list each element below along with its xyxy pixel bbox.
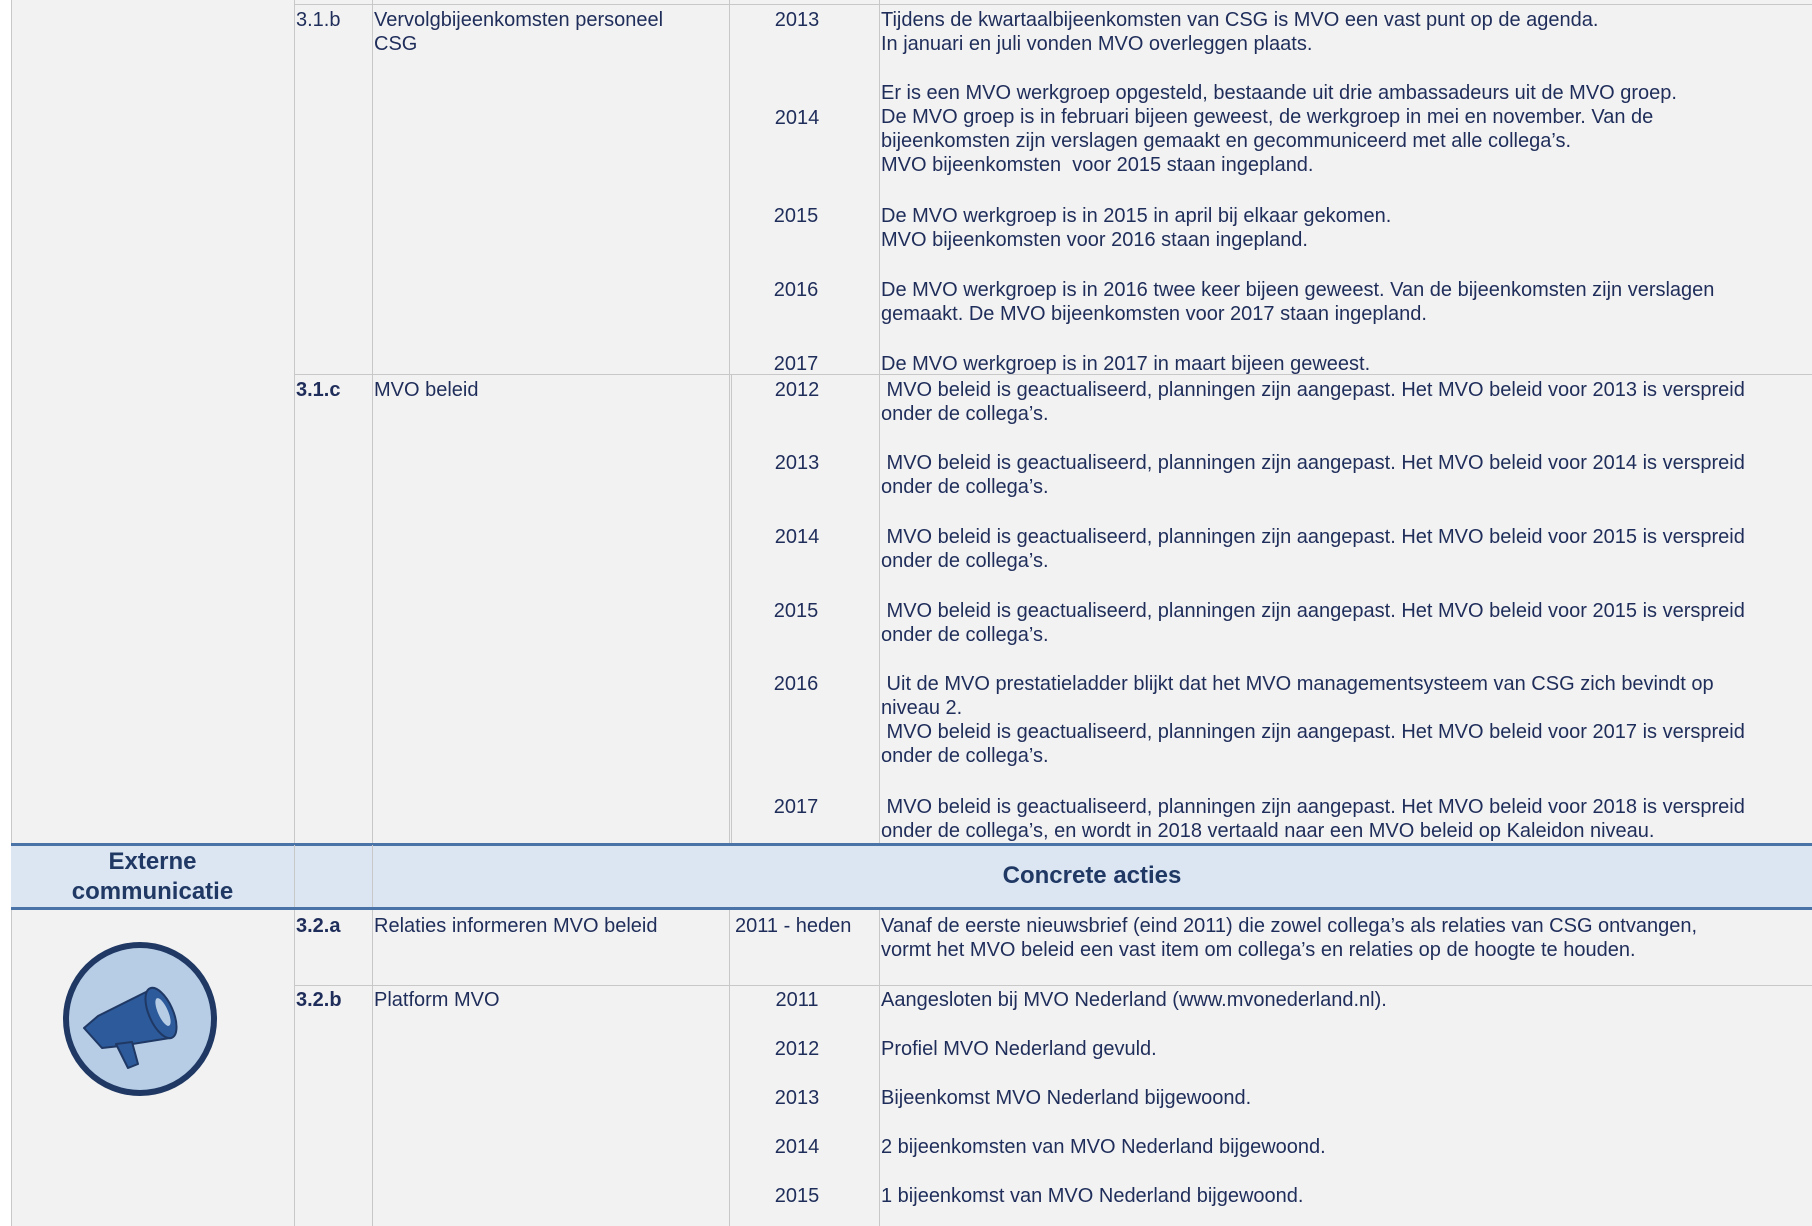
band-top-line — [11, 843, 1812, 846]
entry-text: MVO beleid is geactualiseerd, planningen zijn aangepast. Het MVO beleid voor 2018 is verspreid onder de collega’s, en wordt in 2018 vertaald naar een MVO beleid op Kaleidon niveau. — [881, 796, 1745, 842]
entry-text: Er is een MVO werkgroep opgesteld, bestaande uit drie ambassadeurs uit de MVO groep. De MVO groep is in februari bijeen geweest, de werkgroep in mei en november. Van de bijeenkomsten zijn verslagen gemaakt en gecommuniceerd met alle collega’s. MVO bijeenkomsten voor 2015 staan ingepland. — [881, 82, 1677, 176]
row-code: 3.1.b — [296, 9, 341, 31]
row-code: 3.1.c — [296, 379, 341, 401]
entry-text: Uit de MVO prestatieladder blijkt dat het MVO managementsysteem van CSG zich bevindt op niveau 2. MVO beleid is geactualiseerd, planningen zijn aangepast. Het MVO beleid voor 2017 is verspreid onder de collega’s. — [881, 673, 1745, 767]
entry-text: De MVO werkgroep is in 2017 in maart bijeen geweest. — [881, 353, 1371, 375]
megaphone-icon — [62, 940, 218, 1098]
entry-text: MVO beleid is geactualiseerd, planningen zijn aangepast. Het MVO beleid voor 2014 is verspreid onder de collega’s. — [881, 452, 1745, 498]
grid-line — [879, 910, 880, 1226]
entry-year: 2011 — [775, 989, 819, 1011]
entry-year: 2016 — [773, 673, 819, 695]
row-title: Platform MVO — [374, 989, 500, 1011]
entry-year: 2012 — [774, 379, 820, 401]
entry-year: 2013 — [774, 452, 820, 474]
entry-text: Vanaf de eerste nieuwsbrief (eind 2011) die zowel collega’s als relaties van CSG ontvangen, vormt het MVO beleid een vast item om collega’s en relaties op de hoogte te houden. — [881, 915, 1698, 961]
entry-year: 2014 — [774, 1136, 820, 1158]
entry-text: De MVO werkgroep is in 2015 in april bij elkaar gekomen. MVO bijeenkomsten voor 2016 staan ingepland. — [881, 205, 1392, 251]
row-title: Relaties informeren MVO beleid — [374, 915, 658, 937]
band-left-title: Externe communicatie — [71, 848, 234, 905]
band-center-title: Concrete acties — [1002, 862, 1182, 889]
entry-text: Tijdens de kwartaalbijeenkomsten van CSG is MVO een vast punt op de agenda. In januari en juli vonden MVO overleggen plaats. — [881, 9, 1599, 55]
entry-year: 2014 — [774, 107, 820, 129]
grid-line — [294, 845, 295, 907]
grid-line — [729, 910, 730, 1226]
grid-line — [294, 910, 295, 1226]
row-title: MVO beleid — [374, 379, 479, 401]
entry-text: MVO beleid is geactualiseerd, planningen zijn aangepast. Het MVO beleid voor 2015 is verspreid onder de collega’s. — [881, 526, 1745, 572]
entry-year: 2016 — [773, 279, 819, 301]
row-code: 3.2.b — [296, 989, 342, 1011]
left-column-bg-top — [11, 0, 294, 845]
entry-year: 2011 - heden — [735, 915, 852, 937]
band-bottom-line — [11, 907, 1812, 910]
grid-line — [294, 985, 1812, 986]
entry-text: 1 bijeenkomst van MVO Nederland bijgewoond. — [881, 1185, 1304, 1207]
grid-line — [729, 0, 730, 845]
grid-line — [879, 0, 880, 845]
grid-line — [731, 374, 732, 845]
row-code: 3.2.a — [296, 915, 341, 937]
row-title: Vervolgbijeenkomsten personeel CSG — [374, 9, 664, 55]
entry-text: 2 bijeenkomsten van MVO Nederland bijgewoond. — [881, 1136, 1326, 1158]
entry-text: Profiel MVO Nederland gevuld. — [881, 1038, 1157, 1060]
grid-line — [372, 0, 373, 845]
grid-line — [372, 910, 373, 1226]
entry-text: De MVO werkgroep is in 2016 twee keer bijeen geweest. Van de bijeenkomsten zijn verslagen gemaakt. De MVO bijeenkomsten voor 2017 staan ingepland. — [881, 279, 1715, 325]
grid-line — [11, 0, 12, 845]
grid-line — [11, 910, 12, 1226]
entry-year: 2017 — [773, 353, 819, 375]
entry-text: Aangesloten bij MVO Nederland (www.mvonederland.nl). — [881, 989, 1387, 1011]
grid-line — [294, 0, 295, 845]
entry-text: Bijeenkomst MVO Nederland bijgewoond. — [881, 1087, 1252, 1109]
entry-year: 2013 — [774, 1087, 820, 1109]
entry-year: 2015 — [773, 205, 819, 227]
entry-year: 2012 — [774, 1038, 820, 1060]
entry-year: 2013 — [774, 9, 820, 31]
entry-year: 2015 — [774, 1185, 820, 1207]
grid-line — [294, 4, 1812, 5]
entry-year: 2015 — [773, 600, 819, 622]
entry-year: 2014 — [774, 526, 820, 548]
entry-year: 2017 — [773, 796, 819, 818]
entry-text: MVO beleid is geactualiseerd, planningen zijn aangepast. Het MVO beleid voor 2013 is verspreid onder de collega’s. — [881, 379, 1745, 425]
entry-text: MVO beleid is geactualiseerd, planningen zijn aangepast. Het MVO beleid voor 2015 is verspreid onder de collega’s. — [881, 600, 1745, 646]
